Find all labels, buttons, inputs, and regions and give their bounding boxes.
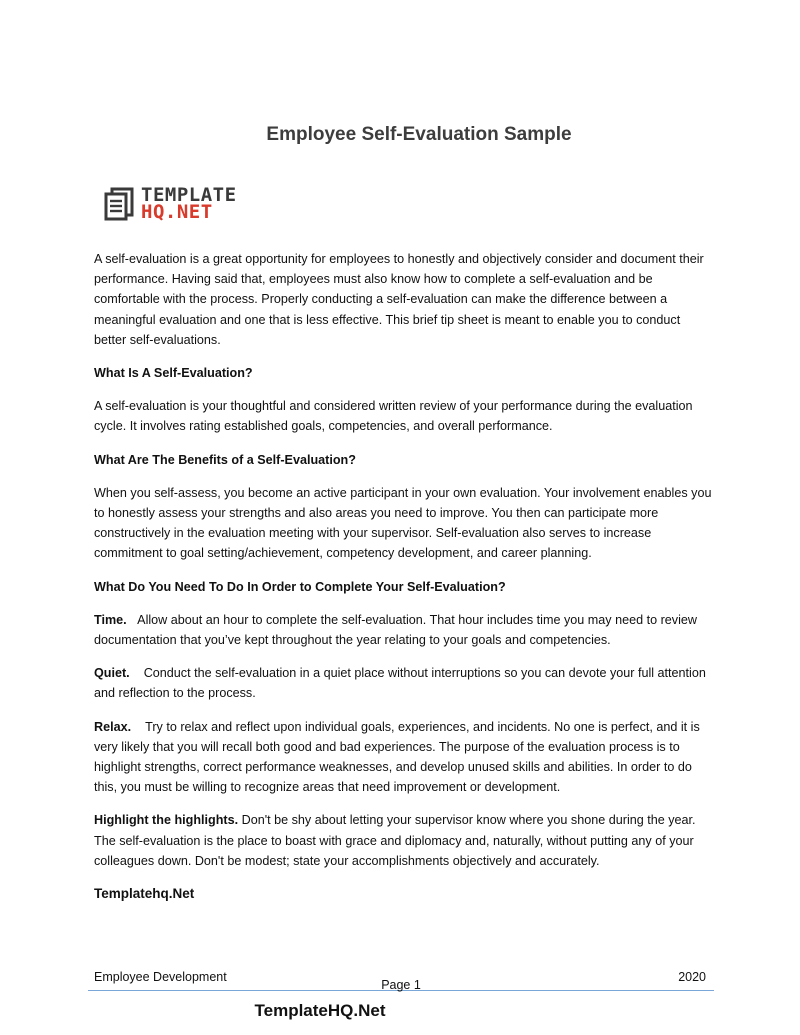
footer-department: Employee Development: [94, 970, 227, 984]
logo-line-2: HQ.NET: [141, 201, 213, 223]
logo-wordmark: [141, 184, 237, 223]
tip-body: Don't be shy about letting your supervisor know where you shone during the year. The self-evaluation is the place to boast with grace and diplomacy and, naturally, without putting any of your colleagues down. Don't be modest; state your accomplishments objectively and accurately.: [94, 813, 696, 868]
tip-body: Try to relax and reflect upon individual goals, experiences, and incidents. No one is perfect, and it is very likely that you will recall both good and bad experiences. The purpose of the evaluation process is to highlight strengths, correct performance weaknesses, and develop unused skills and abilities. In order to do this, you must be willing to recognize areas that need improvement or development.: [94, 719, 700, 795]
intro-paragraph: A self-evaluation is a great opportunity for employees to honestly and objectively consider and document their performance. Having said that, employees must also know how to complete a self-evaluation and be comfortable with the process. Properly conducting a self-evaluation can make the difference between a meaningful evaluation and one that is less effective. This brief tip sheet is meant to enable you to conduct better self-evaluations.: [94, 252, 704, 347]
tip-paragraph: [94, 610, 714, 650]
brand-line: Templatehq.Net: [94, 886, 195, 902]
templatehq-logo: [103, 186, 237, 222]
section-paragraph: A self-evaluation is your thoughtful and considered written review of your performance during the evaluation cycle. It involves rating established goals, competencies, and overall performance.: [94, 399, 693, 434]
logo-line-1: TEMPLATE: [141, 184, 237, 206]
document-stack-icon: [103, 187, 137, 221]
watermark: TemplateHQ.Net: [254, 1001, 386, 1020]
section-heading: What Do You Need To Do In Order to Complete Your Self-Evaluation?: [94, 579, 506, 594]
footer-year: 2020: [678, 970, 706, 984]
tip-paragraph: [94, 717, 714, 798]
footer-page-number: Page 1: [381, 978, 421, 992]
tip-lead: Highlight the highlights.: [94, 813, 239, 828]
tip-lead: Relax.: [94, 719, 132, 734]
tip-body: Allow about an hour to complete the self-evaluation. That hour includes time you may need to review documentation that you’ve kept throughout the year relating to your goals and competencies.: [94, 612, 697, 648]
page-footer: [88, 968, 714, 991]
tip-lead: Quiet.: [94, 666, 130, 681]
page-title: Employee Self-Evaluation Sample: [266, 124, 572, 145]
document-body: [94, 249, 714, 917]
tip-paragraph: [94, 810, 714, 871]
section-heading: What Is A Self-Evaluation?: [94, 366, 253, 381]
tip-lead: Time.: [94, 612, 127, 627]
section-paragraph: When you self-assess, you become an active participant in your own evaluation. Your involvement enables you to honestly assess your strengths and also areas you need to improve. You then can participate more constructively in the evaluation meeting with your supervisor. Self-evaluation also serves to increase commitment to goal setting/achievement, competency development, and career planning.: [94, 485, 712, 561]
section-heading: What Are The Benefits of a Self-Evaluation?: [94, 452, 356, 467]
tip-body: Conduct the self-evaluation in a quiet place without interruptions so you can devote your full attention and reflection to the process.: [94, 666, 706, 701]
tip-paragraph: [94, 663, 714, 703]
